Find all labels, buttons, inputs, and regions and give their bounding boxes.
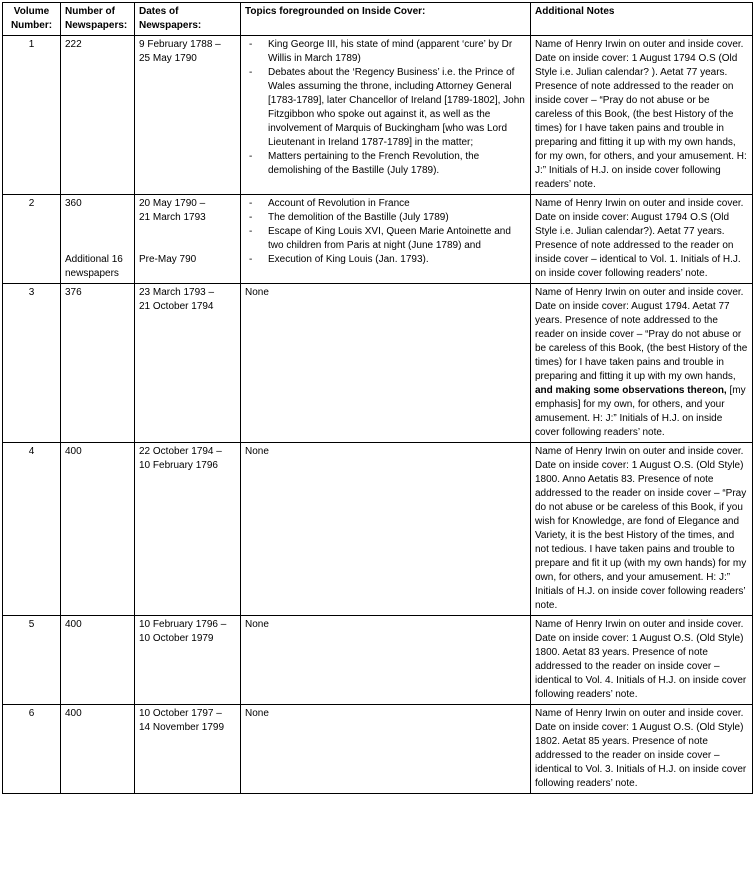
notes-cell: Name of Henry Irwin on outer and inside cover. Date on inside cover: 1 August O.S. (Old Style) 1800. Anno Aetatis 83. Presence of note addressed to the reader on inside cover – “Pray do not abuse or be careless of this Book, if you wish for Knowledge, are fond of Elegance and Variety, it is the best History of the times, and not tedious. I have taken pains and trouble to prepare and fit it up (with my own hands) for my own, for others, and your amusement. H: J:” Initials of H.J. on inside cover following readers’ note. <box>531 443 753 616</box>
table-row <box>3 195 753 284</box>
newspaper-count-cell: 376 <box>61 284 135 443</box>
volumes-table <box>2 2 753 794</box>
topics-cell: None <box>241 284 531 443</box>
topic-item: - Debates about the ‘Regency Business’ i.e. the Prince of Wales assuming the throne, including Attorney General [1783-1789], later Chancellor of Ireland [1789-1802], John Fitzgibbon who spoke out against it, as well as the involvement of Marquis of Buckingham [who was Lord Lieutenant in Ireland 1787-1789] in the matter; <box>245 66 526 150</box>
topic-item: - Account of Revolution in France <box>245 197 526 211</box>
newspaper-count: 360 <box>65 198 82 209</box>
volume-number-cell: 6 <box>3 705 61 794</box>
notes-cell <box>531 284 753 443</box>
volume-number-cell: 3 <box>3 284 61 443</box>
newspaper-count-cell: 400 <box>61 443 135 616</box>
dates-cell: 10 February 1796 – 10 October 1979 <box>135 616 241 705</box>
additional-newspapers-note: Additional 16 newspapers <box>65 254 123 279</box>
topic-item: - Escape of King Louis XVI, Queen Marie Antoinette and two children from Paris at night (June 1789) and <box>245 225 526 253</box>
topics-cell: None <box>241 705 531 794</box>
topics-cell: None <box>241 443 531 616</box>
notes-text: [my emphasis] for my own, for others, and your amusement. H: J:” Initials of H.J. on inside cover following readers’ note. <box>535 385 746 438</box>
additional-dates-note: Pre-May 790 <box>139 254 197 265</box>
newspaper-count-cell <box>61 195 135 284</box>
table-row <box>3 443 753 616</box>
topics-cell: None <box>241 616 531 705</box>
header-number-of-newspapers: Number of Newspapers: <box>61 3 135 36</box>
topic-item: - King George III, his state of mind (apparent ‘cure’ by Dr Willis in March 1789) <box>245 38 526 66</box>
newspaper-count-cell: 400 <box>61 705 135 794</box>
date-range: 20 May 1790 – 21 March 1793 <box>139 198 206 223</box>
dates-cell: 9 February 1788 – 25 May 1790 <box>135 36 241 195</box>
table-row <box>3 616 753 705</box>
topic-item: - Execution of King Louis (Jan. 1793). <box>245 253 526 267</box>
header-additional-notes: Additional Notes <box>531 3 753 36</box>
dates-cell: 23 March 1793 – 21 October 1794 <box>135 284 241 443</box>
table-row <box>3 705 753 794</box>
header-dates-of-newspapers: Dates of Newspapers: <box>135 3 241 36</box>
topic-item: - The demolition of the Bastille (July 1789) <box>245 211 526 225</box>
volumes-document <box>2 2 753 794</box>
notes-cell: Name of Henry Irwin on outer and inside cover. Date on inside cover: 1 August O.S. (Old Style) 1800. Aetat 83 years. Presence of note addressed to the reader on inside cover – identical to Vol. 4. Initials of H.J. on inside cover following readers’ note. <box>531 616 753 705</box>
dates-cell <box>135 195 241 284</box>
notes-cell: Name of Henry Irwin on outer and inside cover. Date on inside cover: August 1794 O.S (Old Style i.e. Julian calendar?). Aetat 77 years. Presence of note addressed to the reader on inside cover – identical to Vol. 1. Initials of H.J. on inside cover following readers’ note. <box>531 195 753 284</box>
volume-number-cell: 2 <box>3 195 61 284</box>
volume-number-cell: 5 <box>3 616 61 705</box>
topics-list <box>245 38 526 178</box>
notes-cell: Name of Henry Irwin on outer and inside cover. Date on inside cover: 1 August O.S. (Old Style) 1802. Aetat 85 years. Presence of note addressed to the reader on inside cover – identical to Vol. 3. Initials of H.J. on inside cover following readers’ note. <box>531 705 753 794</box>
newspaper-count-cell: 400 <box>61 616 135 705</box>
table-row <box>3 36 753 195</box>
dates-cell: 10 October 1797 – 14 November 1799 <box>135 705 241 794</box>
table-row <box>3 284 753 443</box>
topic-item: - Matters pertaining to the French Revolution, the demolishing of the Bastille (July 1789). <box>245 150 526 178</box>
notes-cell: Name of Henry Irwin on outer and inside cover. Date on inside cover: 1 August 1794 O.S (Old Style i.e. Julian calendar? ). Aetat 77 years. Presence of note addressed to the reader on inside cover – “Pray do not abuse or be careless of this Book, (the best History of the times) for I have taken pains and trouble in preparing and fitting it up with my own hands, for my own, for others, and your amusement. H: J:” Initials of H.J. on inside cover following readers’ note. <box>531 36 753 195</box>
header-row <box>3 3 753 36</box>
topics-list <box>245 197 526 267</box>
notes-emphasis: and making some observations thereon, <box>535 385 727 396</box>
volume-number-cell: 4 <box>3 443 61 616</box>
volume-number-cell: 1 <box>3 36 61 195</box>
newspaper-count-cell: 222 <box>61 36 135 195</box>
header-topics: Topics foregrounded on Inside Cover: <box>241 3 531 36</box>
notes-text: Name of Henry Irwin on outer and inside cover. Date on inside cover: August 1794. Aetat 77 years. Presence of note addressed to the reader on inside cover – “Pray do not abuse or be careless of this Book, (the best History of the times) for I have taken pains and trouble in preparing and fitting it up with my own hands, <box>535 287 748 382</box>
dates-cell: 22 October 1794 – 10 February 1796 <box>135 443 241 616</box>
header-volume-number: Volume Number: <box>3 3 61 36</box>
topics-cell <box>241 195 531 284</box>
topics-cell <box>241 36 531 195</box>
